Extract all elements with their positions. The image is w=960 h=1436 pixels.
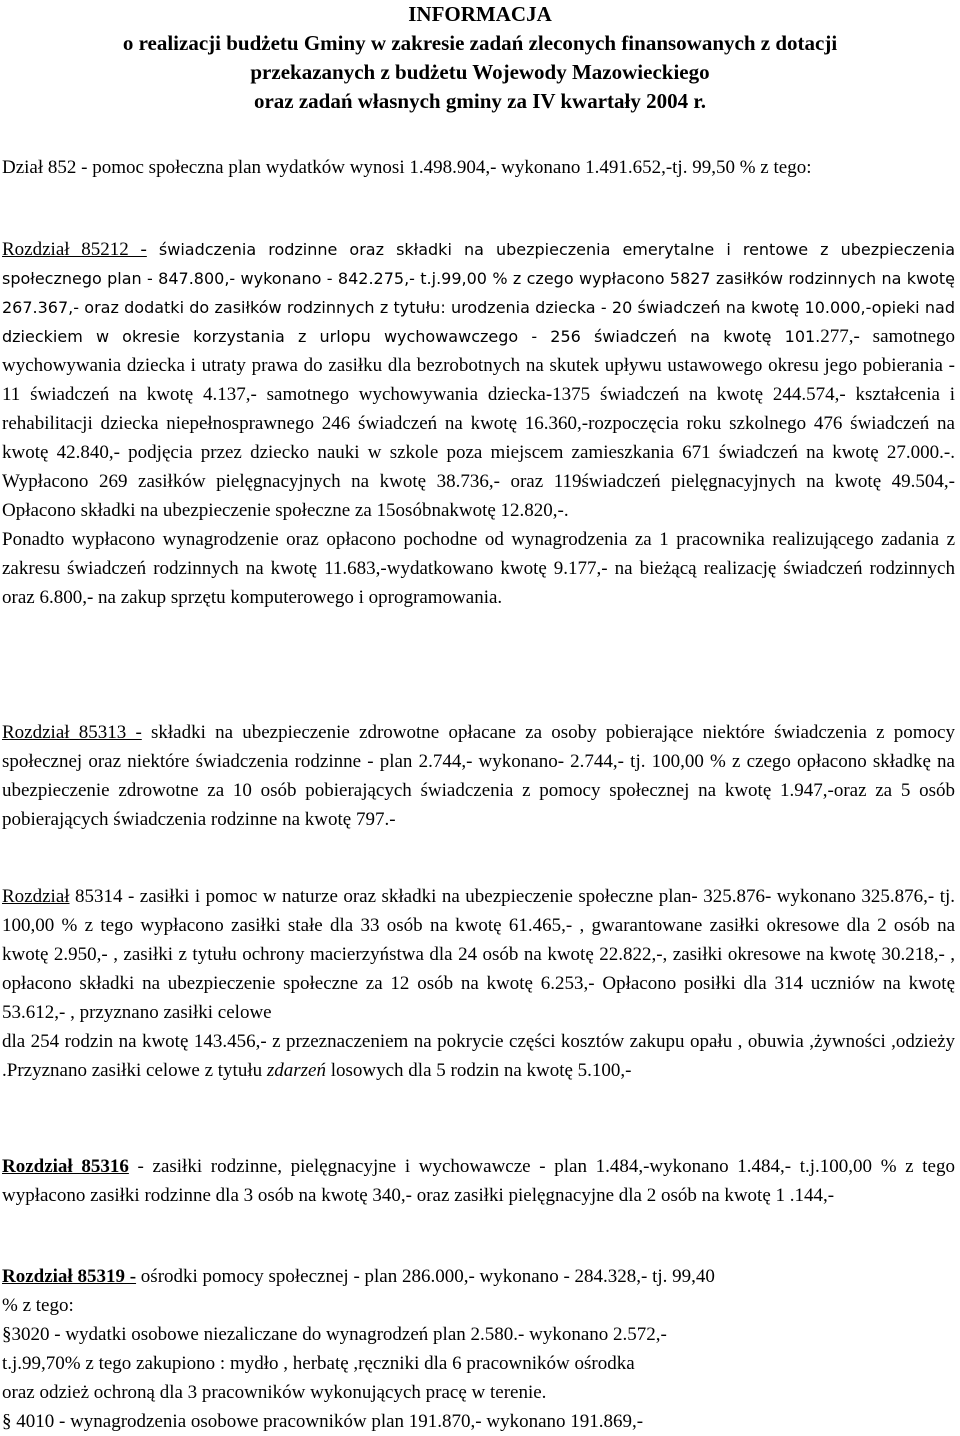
rozdzial-85319-line-2: % z tego: <box>2 1295 74 1316</box>
rozdzial-85319-line-6: § 4010 - wynagrodzenia osobowe pracowników plan 191.870,- wykonano 191.869,- <box>2 1411 644 1432</box>
rozdzial-85314-italic: zdarzeń <box>266 1060 326 1081</box>
document-header <box>0 0 960 116</box>
section-rozdzial-85319 <box>2 1262 955 1436</box>
rozdzial-85314-text-c: losowych dla 5 rodzin na kwotę 5.100,- <box>325 1060 632 1081</box>
section-rozdzial-85316 <box>2 1152 955 1210</box>
rozdzial-85212-text-sans: świadczenia rodzinne oraz składki na ubezpieczenia emerytalne i rentowe z ubezpieczenia społecznego plan - 847.800,- wykonano - 842.275,- t.j.99,00 % z czego wypłacono 5827 zasiłków rodzinnych na kwotę 267.367,- oraz dodatki do zasiłków rodzinnych z tytułu: urodzenia dziecka - 20 świadczeń na kwotę 10.000,-opieki nad dzieckiem w okresie korzystania z urlopu wychowawczego - 256 świadczeń na kwotę 101. <box>2 240 955 346</box>
rozdzial-85314-text-a: 85314 - zasiłki i pomoc w naturze oraz składki na ubezpieczenie społeczne plan- 325.876- wykonano 325.876,- tj. 100,00 % z tego wypłacono zasiłki stałe dla 33 osób na kwotę 61.465,- , gwarantowane zasiłki okresowe dla 2 osób na kwotę 2.950,- , zasiłki z tytułu ochrony macierzyństwa dla 24 osób na kwotę 22.822,-, zasiłki okresowe na kwotę 30.218,- , opłacono składki na ubezpieczenie społeczne za 12 osób na kwotę 6.253,- Opłacono posiłki dla 314 uczniów na kwotę 53.612,- , przyznano zasiłki celowe <box>2 886 955 1023</box>
rozdzial-85319-line-3: §3020 - wydatki osobowe niezaliczane do wynagrodzeń plan 2.580.- wykonano 2.572,- <box>2 1324 667 1345</box>
rozdzial-85314-text-b: dla 254 rodzin na kwotę 143.456,- z przeznaczeniem na pokrycie części kosztów zakupu opału , obuwia ,żywności ,odzieży .Przyznano zasiłki celowe z tytułu <box>2 1031 955 1081</box>
section-rozdzial-85313 <box>2 718 955 834</box>
rozdzial-85314-heading: Rozdział <box>2 886 70 907</box>
section-dzial-852 <box>2 153 955 182</box>
rozdzial-85319-line-4: t.j.99,70% z tego zakupiono : mydło , herbatę ,ręczniki dla 6 pracowników ośrodka <box>2 1353 635 1374</box>
header-line-2: o realizacji budżetu Gminy w zakresie zadań zleconych finansowanych z dotacji <box>122 31 838 55</box>
rozdzial-85212-text-serif: 277,- samotnego wychowywania dziecka i utraty prawa do zasiłku dla bezrobotnych na skutek upływu ustawowego okresu jego pobierania - 11 świadczeń na kwotę 4.137,- samotnego wychowywania dziecka-1375 świadczeń na kwotę 244.574,- kształcenia i rehabilitacji dziecka niepełnosprawnego 246 świadczeń na kwotę 16.360,-rozpoczęcia roku szkolnego 476 świadczeń na kwotę 42.840,- podjęcia przez dziecko nauki w szkole poza miejscem zamieszkania 671 świadczeń na kwotę 27.000.-. Wypłacono 269 zasiłków pielęgnacyjnych na kwotę 38.736,- oraz 119świadczeń pielęgnacyjnych na kwotę 49.504,- Opłacono składki na ubezpieczenie społeczne za 15osóbnakwotę 12.820,-. <box>2 326 955 521</box>
rozdzial-85316-heading: Rozdział 85316 <box>2 1156 129 1177</box>
rozdzial-85316-text: - zasiłki rodzinne, pielęgnacyjne i wychowawcze - plan 1.484,-wykonano 1.484,- t.j.100,00 % z tego wypłacono zasiłki rodzinne dla 3 osób na kwotę 340,- oraz zasiłki pielęgnacyjne dla 2 osób na kwotę 1 .144,- <box>2 1156 955 1206</box>
dzial-852-text: Dział 852 - pomoc społeczna plan wydatków wynosi 1.498.904,- wykonano 1.491.652,-tj. 99,50 % z tego: <box>2 157 812 178</box>
header-title: INFORMACJA <box>408 2 552 26</box>
rozdzial-85212-heading: Rozdział 85212 - <box>2 239 147 260</box>
rozdzial-85319-line-5: oraz odzież ochroną dla 3 pracowników wykonujących pracę w terenie. <box>2 1382 547 1403</box>
rozdzial-85313-heading: Rozdział 85313 - <box>2 722 142 743</box>
header-line-4: oraz zadań własnych gminy za IV kwartały 2004 r. <box>253 89 707 113</box>
rozdzial-85319-heading: Rozdział 85319 - <box>2 1266 137 1287</box>
section-rozdzial-85212 <box>2 235 955 612</box>
rozdzial-85313-text: składki na ubezpieczenie zdrowotne opłacane za osoby pobierające niektóre świadczenia z pomocy społecznej oraz niektóre świadczenia rodzinne - plan 2.744,- wykonano- 2.744,- tj. 100,00 % z czego opłacono składkę na ubezpieczenie zdrowotne za 10 osób pobierających świadczenia z pomocy społecznej na kwotę 1.947,-oraz za 5 osób pobierających świadczenia rodzinne na kwotę 797.- <box>2 722 955 830</box>
section-rozdzial-85314 <box>2 882 955 1085</box>
rozdzial-85212-paragraph-2: Ponadto wypłacono wynagrodzenie oraz opłacono pochodne od wynagrodzenia za 1 pracownika realizującego zadania z zakresu świadczeń rodzinnych na kwotę 11.683,-wydatkowano kwotę 9.177,- na bieżącą realizację świadczeń rodzinnych oraz 6.800,- na zakup sprzętu komputerowego i oprogramowania. <box>2 529 955 608</box>
header-line-3: przekazanych z budżetu Wojewody Mazowieckiego <box>250 60 710 84</box>
rozdzial-85319-text: ośrodki pomocy społecznej - plan 286.000,- wykonano - 284.328,- tj. 99,40 <box>136 1266 715 1287</box>
